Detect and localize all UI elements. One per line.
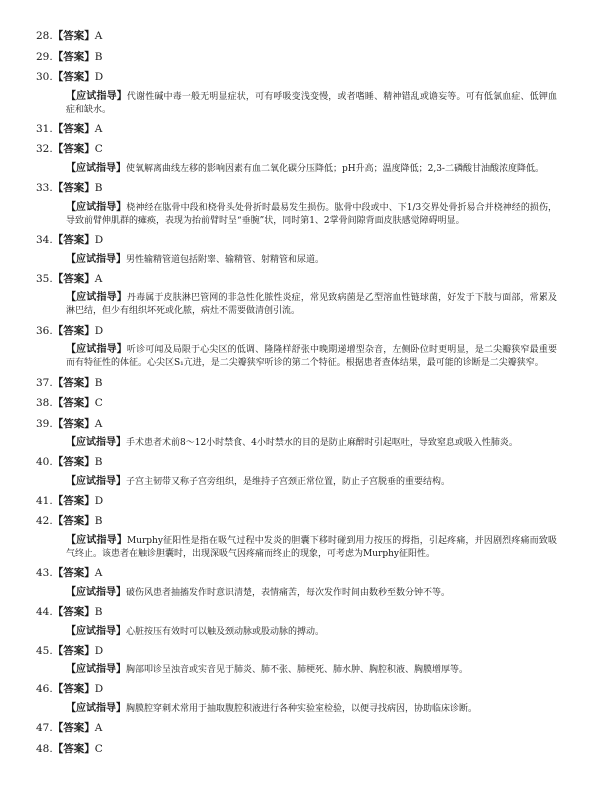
guide-tag: 【应试指导】: [66, 344, 127, 356]
guide-paragraph: [36, 475, 557, 489]
answer-line: [36, 271, 557, 287]
guide-paragraph: [36, 201, 557, 228]
guide-tag: 【应试指导】: [66, 90, 127, 102]
guide-paragraph: [36, 90, 557, 117]
answer-value: A: [94, 722, 103, 735]
guide-paragraph: [36, 534, 557, 561]
question-number: 33.: [36, 182, 53, 195]
answer-value: B: [94, 515, 103, 528]
guide-text: 子宫主韧带又称子宫旁组织，是维持子宫颈正常位置，防止子宫脱垂的重要结构。: [126, 476, 451, 487]
answer-value: D: [94, 683, 104, 696]
guide-text: 代谢性碱中毒一般无明显症状，可有呼吸变浅变慢，或者嗜睡、精神错乱或谵妄等。可有低氯血症、低钾血症和缺水。: [66, 91, 557, 115]
question-number: 42.: [36, 515, 53, 528]
answer-line: [36, 454, 557, 470]
question-number: 47.: [36, 722, 53, 735]
answer-line: [36, 565, 557, 581]
answer-line: [36, 121, 557, 137]
guide-paragraph: [36, 436, 557, 450]
question-number: 46.: [36, 683, 53, 696]
guide-tag: 【应试指导】: [66, 534, 127, 546]
guide-text: 心脏按压有效时可以触及颈动脉或股动脉的搏动。: [126, 626, 325, 637]
question-number: 29.: [36, 50, 53, 63]
answer-value: A: [94, 567, 103, 580]
answer-value: C: [94, 742, 103, 755]
answer-line: [36, 180, 557, 196]
question-number: 41.: [36, 494, 53, 507]
guide-text: 手术患者术前8～12小时禁食、4小时禁水的目的是防止麻醉时引起呕吐，导致窒息或吸入性肺炎。: [126, 438, 518, 449]
question-number: 34.: [36, 234, 53, 247]
answer-tag: 【答案】: [52, 644, 95, 657]
question-number: 45.: [36, 644, 53, 657]
guide-text: 丹毒属于皮肤淋巴管网的非急性化脓性炎症，常见致病菌是乙型溶血性链球菌，好发于下肢与面部，常累及淋巴结，但少有组织坏死或化脓，病灶不需要做清创引流。: [66, 293, 557, 317]
answer-tag: 【答案】: [52, 143, 95, 156]
answer-line: [36, 513, 557, 529]
answer-value: B: [94, 50, 103, 63]
answer-tag: 【答案】: [52, 50, 95, 63]
answer-line: [36, 141, 557, 157]
guide-paragraph: [36, 663, 557, 677]
answer-value: D: [94, 71, 104, 83]
answer-line: [36, 416, 557, 432]
guide-text: Murphy征阳性是指在吸气过程中发炎的胆囊下移时碰到用力按压的拇指，引起疼痛，并因剧烈疼痛而致吸气终止。该患者在触诊胆囊时，出现深吸气因疼痛而终止的现象，可考虑为Murphy征阳性。: [66, 535, 557, 560]
answer-tag: 【答案】: [52, 683, 95, 696]
answer-value: D: [94, 234, 104, 247]
question-number: 35.: [36, 272, 53, 285]
answer-value: A: [94, 122, 103, 135]
guide-tag: 【应试指导】: [66, 253, 126, 265]
guide-tag: 【应试指导】: [66, 162, 126, 174]
guide-paragraph: [36, 702, 557, 716]
answer-value: D: [94, 324, 104, 337]
answer-tag: 【答案】: [52, 30, 95, 42]
answer-tag: 【答案】: [52, 742, 95, 755]
guide-tag: 【应试指导】: [66, 702, 126, 714]
question-number: 40.: [36, 456, 53, 469]
guide-text: 使氧解离曲线左移的影响因素有血二氧化碳分压降低；pH升高；温度降低；2,3-二磷酸甘油酸浓度降低。: [126, 163, 544, 174]
answer-tag: 【答案】: [52, 567, 95, 580]
guide-paragraph: [36, 625, 557, 639]
question-number: 36.: [36, 324, 53, 337]
answer-tag: 【答案】: [52, 71, 95, 83]
answer-value: B: [94, 182, 103, 195]
answer-tag: 【答案】: [52, 494, 95, 507]
guide-tag: 【应试指导】: [66, 292, 127, 304]
question-number: 48.: [36, 742, 53, 755]
guide-paragraph: [36, 291, 557, 318]
answer-line: [36, 232, 557, 248]
guide-tag: 【应试指导】: [66, 586, 126, 598]
question-number: 38.: [36, 397, 53, 410]
answer-line: [36, 643, 557, 659]
answer-line: [36, 493, 557, 509]
question-number: 44.: [36, 606, 53, 619]
answer-line: [36, 49, 557, 65]
answer-line: [36, 69, 557, 85]
question-number: 37.: [36, 376, 53, 389]
answer-tag: 【答案】: [52, 122, 95, 135]
guide-tag: 【应试指导】: [66, 437, 126, 449]
answer-value: C: [94, 397, 103, 410]
answer-value: A: [94, 417, 103, 430]
answer-value: A: [94, 30, 103, 42]
answer-tag: 【答案】: [52, 234, 95, 247]
answer-tag: 【答案】: [52, 515, 95, 528]
guide-paragraph: [36, 253, 557, 267]
guide-tag: 【应试指导】: [66, 475, 126, 487]
answer-value: C: [94, 143, 103, 156]
answer-line: [36, 375, 557, 391]
answer-tag: 【答案】: [52, 722, 95, 735]
guide-tag: 【应试指导】: [66, 664, 126, 676]
guide-paragraph: [36, 162, 557, 176]
answer-tag: 【答案】: [52, 324, 95, 337]
question-number: 31.: [36, 122, 53, 135]
guide-text: 胸部叩诊呈浊音或实音见于肺炎、肺不张、肺梗死、肺水肿、胸腔积液、胸膜增厚等。: [126, 665, 469, 676]
answer-line: [36, 604, 557, 620]
question-number: 39.: [36, 417, 53, 430]
guide-text: 听诊可闻及局限于心尖区的低调、隆隆样舒张中晚期递增型杂音，左侧卧位时更明显，是二尖瓣狭窄最重要而有特征性的体征。心尖区S₁亢进，是二尖瓣狭窄听诊的第二个特征。根据患者查体结果，最可能的诊断是二尖瓣狭窄。: [66, 345, 557, 369]
answer-value: D: [94, 644, 104, 657]
guide-paragraph: [36, 343, 557, 370]
answer-tag: 【答案】: [52, 456, 95, 469]
answer-tag: 【答案】: [52, 272, 95, 285]
answer-tag: 【答案】: [52, 397, 95, 410]
answer-line: [36, 720, 557, 736]
guide-tag: 【应试指导】: [66, 201, 127, 213]
answer-value: B: [94, 376, 103, 389]
guide-text: 桡神经在肱骨中段和桡骨头处骨折时最易发生损伤。肱骨中段或中、下1/3交界处骨折易合并桡神经的损伤，导致前臂伸肌群的瘫痪，表现为抬前臂时呈“垂腕”状，同时第1、2掌骨间隙背面皮肤感觉障碍明显。: [66, 202, 557, 226]
guide-text: 男性输精管道包括附睾、输精管、射精管和尿道。: [126, 254, 325, 265]
question-number: 30.: [36, 71, 53, 83]
guide-tag: 【应试指导】: [66, 625, 126, 637]
guide-text: 胸膜腔穿刺术常用于抽取腹腔积液进行各种实验室检验，以便寻找病因，协助临床诊断。: [126, 703, 478, 714]
answer-tag: 【答案】: [52, 376, 95, 389]
answer-line: [36, 681, 557, 697]
answer-tag: 【答案】: [52, 606, 95, 619]
answer-line: [36, 323, 557, 339]
answer-value: A: [94, 272, 103, 285]
guide-paragraph: [36, 586, 557, 600]
answer-value: B: [94, 456, 103, 469]
question-number: 28.: [36, 30, 53, 42]
question-number: 32.: [36, 143, 53, 156]
answer-value: D: [94, 494, 104, 507]
answer-tag: 【答案】: [52, 182, 95, 195]
answer-value: B: [94, 606, 103, 619]
guide-text: 破伤风患者抽搐发作时意识清楚，表情痛苦，每次发作时间由数秒至数分钟不等。: [126, 587, 451, 598]
answer-line: [36, 28, 557, 44]
question-number: 43.: [36, 567, 53, 580]
answer-line: [36, 395, 557, 411]
answer-tag: 【答案】: [52, 417, 95, 430]
answer-line: [36, 741, 557, 757]
